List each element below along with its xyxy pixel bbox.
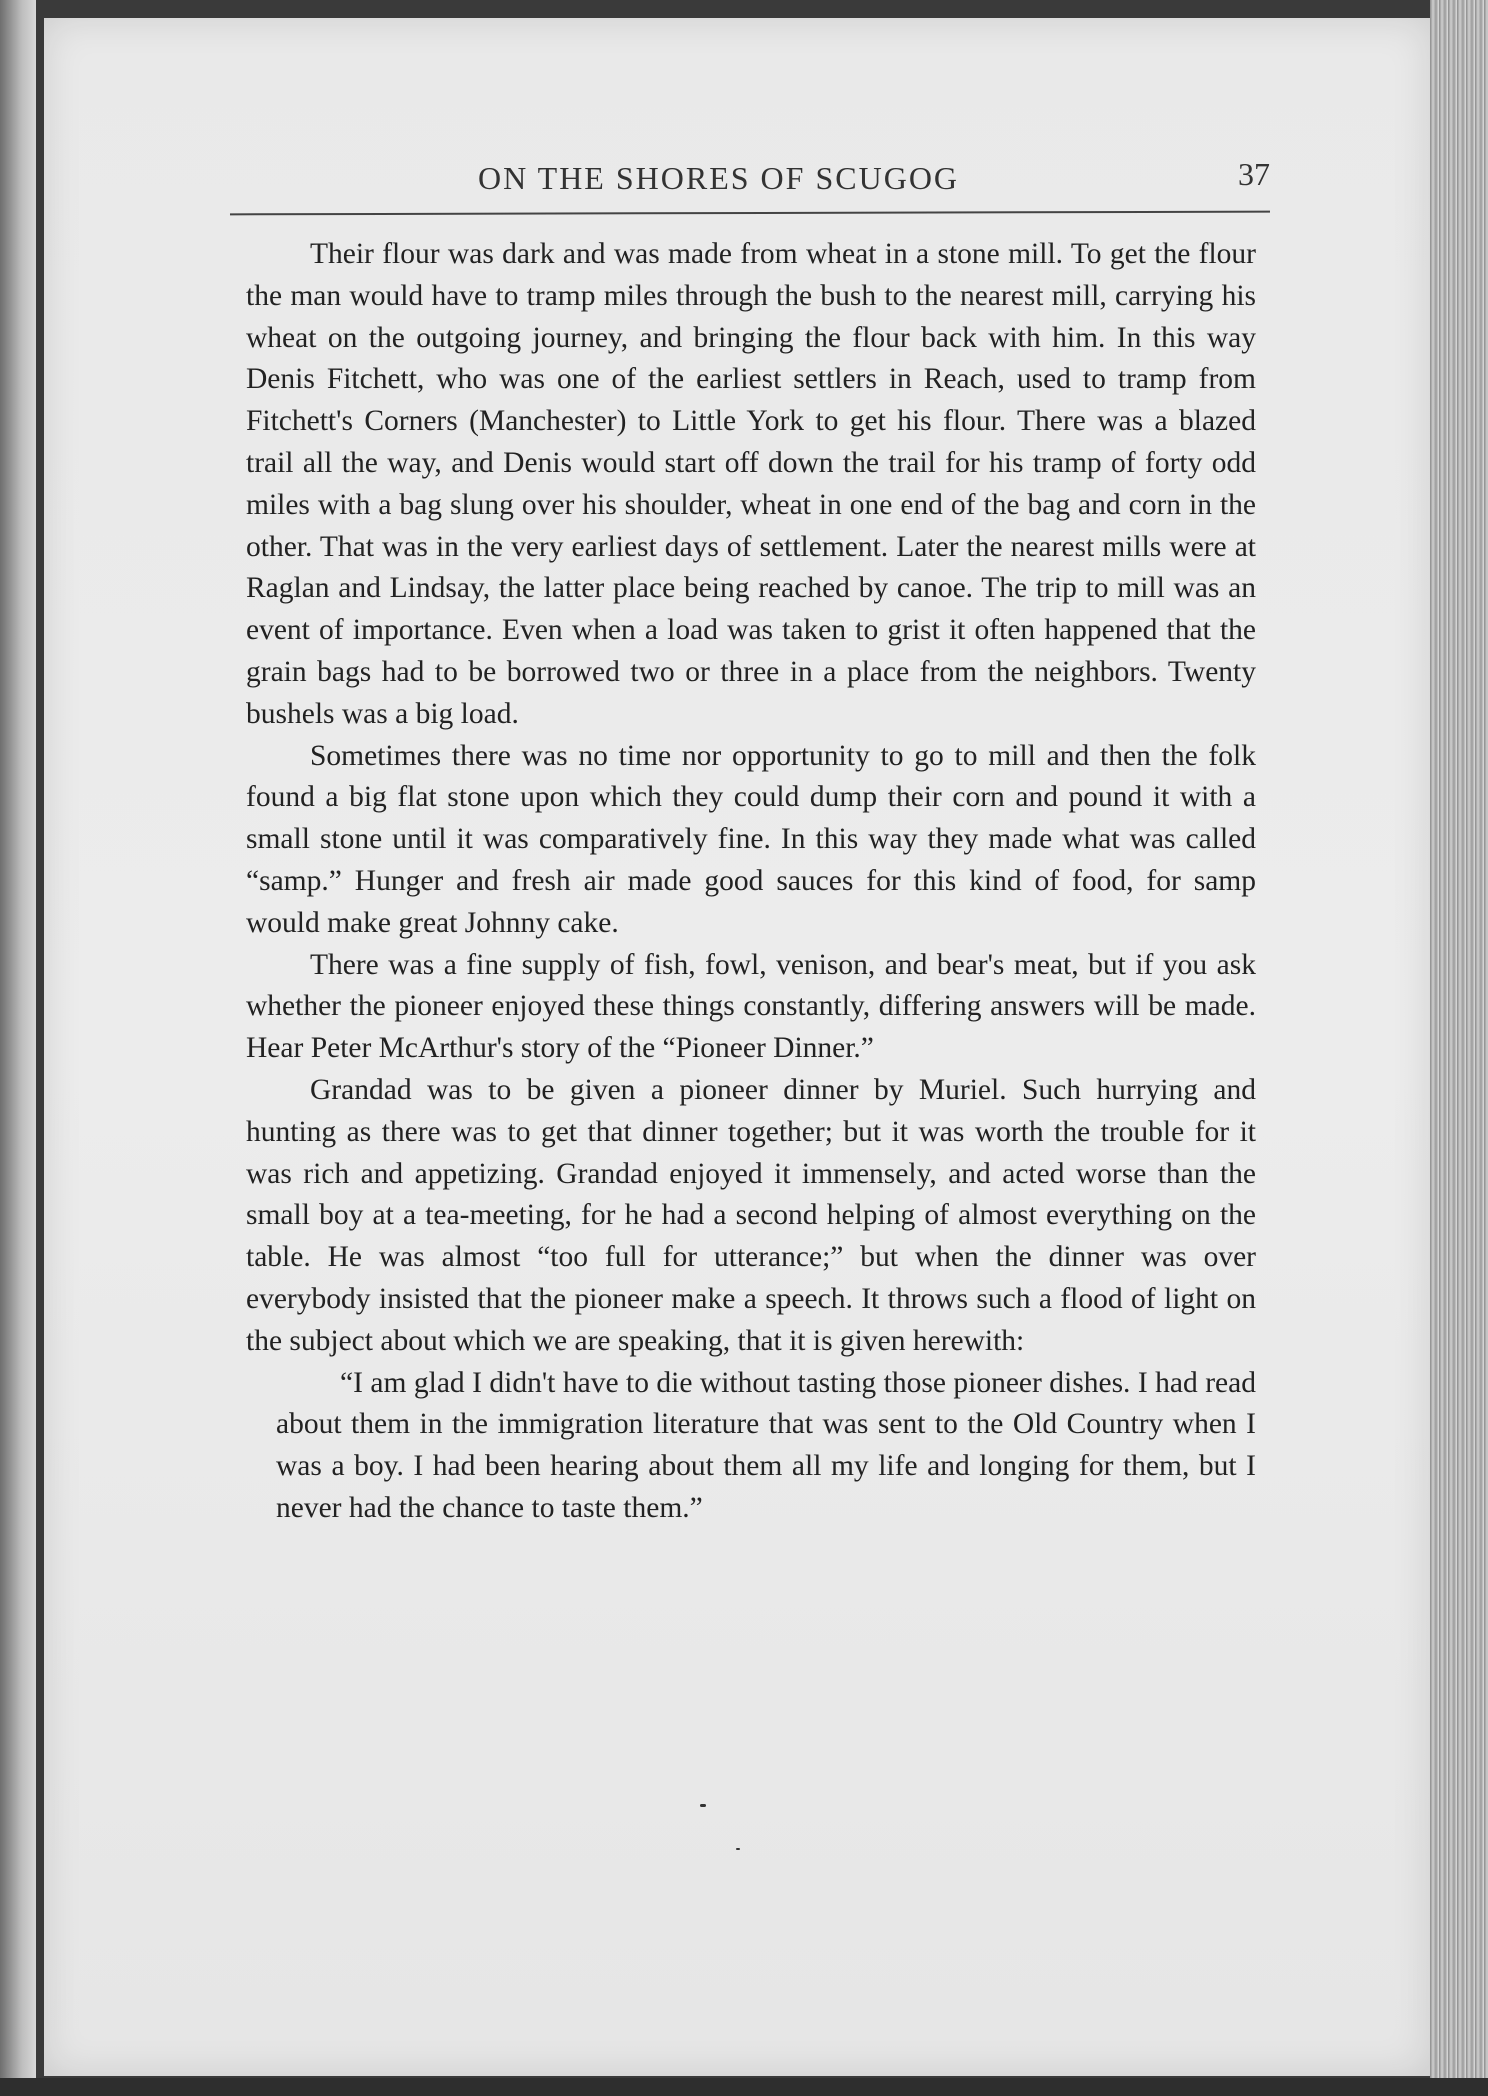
paragraph-quote: “I am glad I didn't have to die without tasting those pioneer dishes. I had read about them in the immigration literature that was sent to the Old Country when I was a boy. I had been hearing about them all my life and longing for them, but I never had the chance to taste them.”	[276, 1366, 1256, 1524]
running-head: ON THE SHORES OF SCUGOG	[478, 160, 960, 196]
page-header	[230, 152, 1270, 212]
ink-speck	[736, 1848, 740, 1850]
paragraph-supply: There was a fine supply of fish, fowl, venison, and bear's meat, but if you ask whether the pioneer enjoyed these things constantly, differing answers will be made. Hear Peter McArthur's story of the “Pioneer Dinner.”	[246, 948, 1256, 1065]
ink-speck	[700, 1804, 706, 1807]
page-number: 37	[1238, 156, 1270, 192]
paragraph-flour: Their flour was dark and was made from wheat in a stone mill. To get the flour the man would have to tramp miles through the bush to the nearest mill, carrying his wheat on the outgoing journey, and bringing the flour back with him. In this way Denis Fitchett, who was one of the earliest settlers in Reach, used to tramp from Fitchett's Corners (Manchester) to Little York to get his flour. There was a blazed trail all the way, and Denis would start off down the trail for his tramp of forty odd miles with a bag slung over his shoulder, wheat in one end of the bag and corn in the other. That was in the very earliest days of settlement. Later the nearest mills were at Raglan and Lindsay, the latter place being reached by canoe. The trip to mill was an event of importance. Even when a load was taken to grist it often happened that the grain bags had to be borrowed two or three in a place from the neighbors. Twenty bushels was a big load.	[246, 238, 1256, 730]
scan-border	[0, 2078, 1488, 2096]
body-text	[246, 234, 1256, 1530]
page-stack-edges	[1430, 0, 1488, 2096]
paragraph-samp: Sometimes there was no time nor opportunity to go to mill and then the folk found a big flat stone upon which they could dump their corn and pound it with a small stone until it was comparatively fine. In this way they made what was called “samp.” Hunger and fresh air made good sauces for this kind of food, for samp would make great Johnny cake.	[246, 739, 1256, 939]
paragraph-grandad: Grandad was to be given a pioneer dinner by Muriel. Such hurrying and hunting as there was to get that dinner together; but it was worth the trouble for it was rich and appetizing. Grandad enjoyed it immensely, and acted worse than the small boy at a tea-meeting, for he had a second helping of almost everything on the table. He was almost “too full for utterance;” but when the dinner was over everybody insisted that the pioneer make a speech. It throws such a flood of light on the subject about which we are speaking, that it is given herewith:	[246, 1073, 1256, 1357]
facing-page-edge	[0, 0, 36, 2096]
